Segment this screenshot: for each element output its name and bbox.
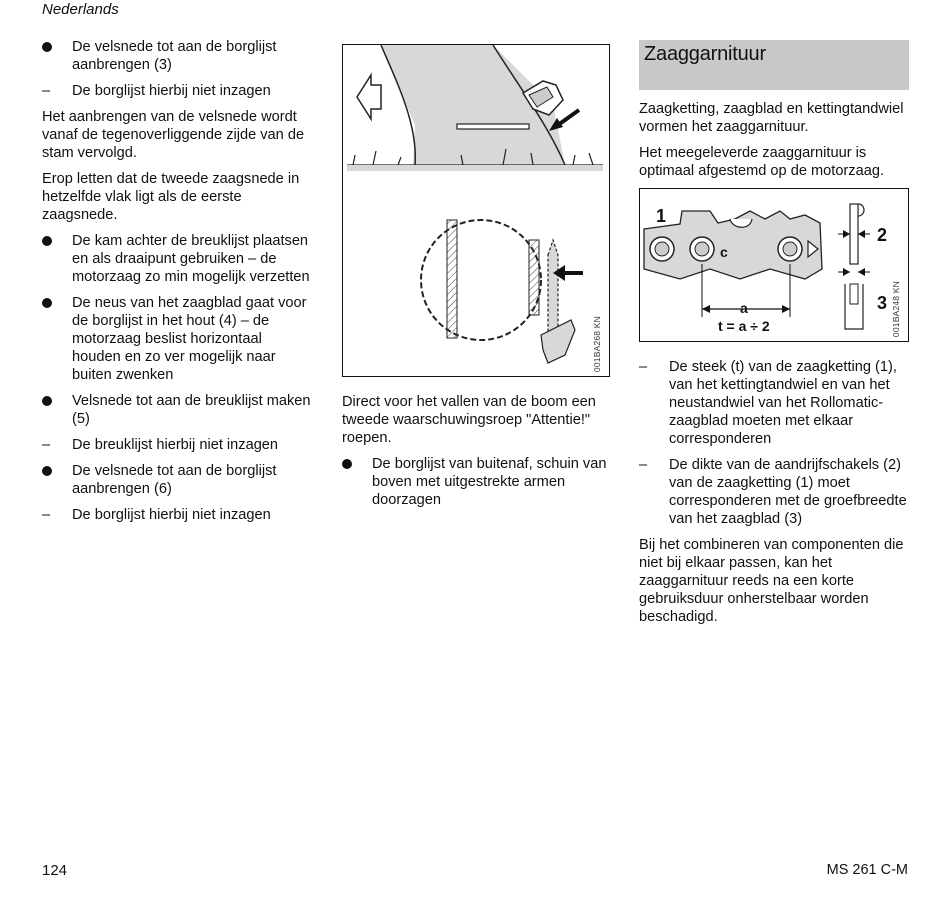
list-item bbox=[42, 38, 314, 74]
list-item-text: De borglijst van buitenaf, schuin van boven met uitgestrekte armen doorzagen bbox=[372, 456, 607, 508]
dash-icon: – bbox=[42, 507, 51, 523]
paragraph: Erop letten dat de tweede zaagsnede in hetzelfde vlak ligt als de eerste zaagsnede. bbox=[42, 171, 300, 223]
paragraph: Zaagketting, zaagblad en kettingtandwiel vormen het zaaggarnituur. bbox=[639, 101, 904, 135]
paragraph: Direct voor het vallen van de boom een tweede waarschuwingsroep "Attentie!" roepen. bbox=[342, 394, 596, 446]
label-2: 2 bbox=[877, 225, 888, 245]
dash-icon: – bbox=[639, 457, 648, 473]
label-a: a bbox=[740, 300, 748, 316]
section-title: Zaaggarnituur bbox=[644, 43, 766, 65]
page-language: Nederlands bbox=[42, 1, 119, 18]
list-item-text: De neus van het zaagblad gaat voor de borglijst in het hout (4) – de motorzaag beslist horizontaal houden en zo ver mogelijk naar buiten zwenken bbox=[72, 295, 307, 383]
label-1: 1 bbox=[656, 206, 667, 226]
list-item-text: De velsnede tot aan de borglijst aanbrengen (3) bbox=[72, 39, 277, 73]
saw-chain-drawing bbox=[640, 189, 907, 340]
bullet-icon bbox=[342, 455, 364, 474]
bullet-icon bbox=[42, 392, 64, 411]
list-item bbox=[42, 392, 314, 428]
list-item-text: De dikte van de aandrijfschakels (2) van de zaagketting (1) moet corresponderen met de groefbreedte van het zaagblad (3) bbox=[669, 457, 907, 527]
list-item-text: De velsnede tot aan de borglijst aanbrengen (6) bbox=[72, 463, 277, 497]
bullet-icon bbox=[42, 232, 64, 251]
list-item bbox=[42, 232, 314, 286]
page-number: 124 bbox=[42, 862, 68, 879]
figure-code: 001BA268 KN bbox=[592, 315, 602, 372]
list-item bbox=[42, 462, 314, 498]
list-item-text: Velsnede tot aan de breuklijst maken (5) bbox=[72, 393, 311, 427]
dash-icon: – bbox=[42, 83, 51, 99]
pitch-formula: t = a ÷ 2 bbox=[718, 318, 770, 334]
figure-code: 001BA248 KN bbox=[891, 280, 901, 337]
felling-illustration bbox=[342, 44, 610, 377]
list-item-text: De steek (t) van de zaagketting (1), van het kettingtandwiel en van het neustandwiel van het Rollomatic-zaagblad moeten met elkaar corresponderen bbox=[669, 359, 897, 447]
column-right bbox=[639, 40, 909, 634]
saw-chain-diagram bbox=[639, 188, 909, 342]
list-item-text: De borglijst hierbij niet inzagen bbox=[72, 507, 271, 523]
model-name: MS 261 C-M bbox=[826, 862, 908, 878]
list-item bbox=[42, 436, 314, 454]
column-middle bbox=[342, 44, 610, 517]
list-item-text: De breuklijst hierbij niet inzagen bbox=[72, 437, 279, 453]
dash-icon: – bbox=[42, 437, 51, 453]
section-header bbox=[639, 40, 909, 90]
bullet-icon bbox=[42, 294, 64, 313]
bullet-icon bbox=[42, 462, 64, 481]
column-left bbox=[42, 38, 314, 532]
list-item bbox=[42, 506, 314, 524]
list-item-text: De kam achter de breuklijst plaatsen en als draaipunt gebruiken – de motorzaag zo min mogelijk verzetten bbox=[72, 233, 310, 285]
felling-drawing bbox=[343, 45, 608, 375]
paragraph: Het aanbrengen van de velsnede wordt vanaf de tegenoverliggende zijde van de stam vervolgd. bbox=[42, 109, 305, 161]
list-item bbox=[639, 358, 909, 448]
list-item-text: De borglijst hierbij niet inzagen bbox=[72, 83, 271, 99]
bullet-icon bbox=[42, 38, 64, 57]
list-item bbox=[42, 82, 314, 100]
list-item bbox=[639, 456, 909, 528]
list-item bbox=[342, 455, 610, 509]
paragraph: Het meegeleverde zaaggarnituur is optimaal afgestemd op de motorzaag. bbox=[639, 145, 884, 179]
list-item bbox=[42, 294, 314, 384]
label-c: c bbox=[720, 244, 728, 260]
label-3: 3 bbox=[877, 293, 888, 313]
dash-icon: – bbox=[639, 359, 648, 375]
paragraph: Bij het combineren van componenten die niet bij elkaar passen, kan het zaaggarnituur reeds na een korte gebruiksduur onherstelbaar worden beschadigd. bbox=[639, 537, 904, 625]
